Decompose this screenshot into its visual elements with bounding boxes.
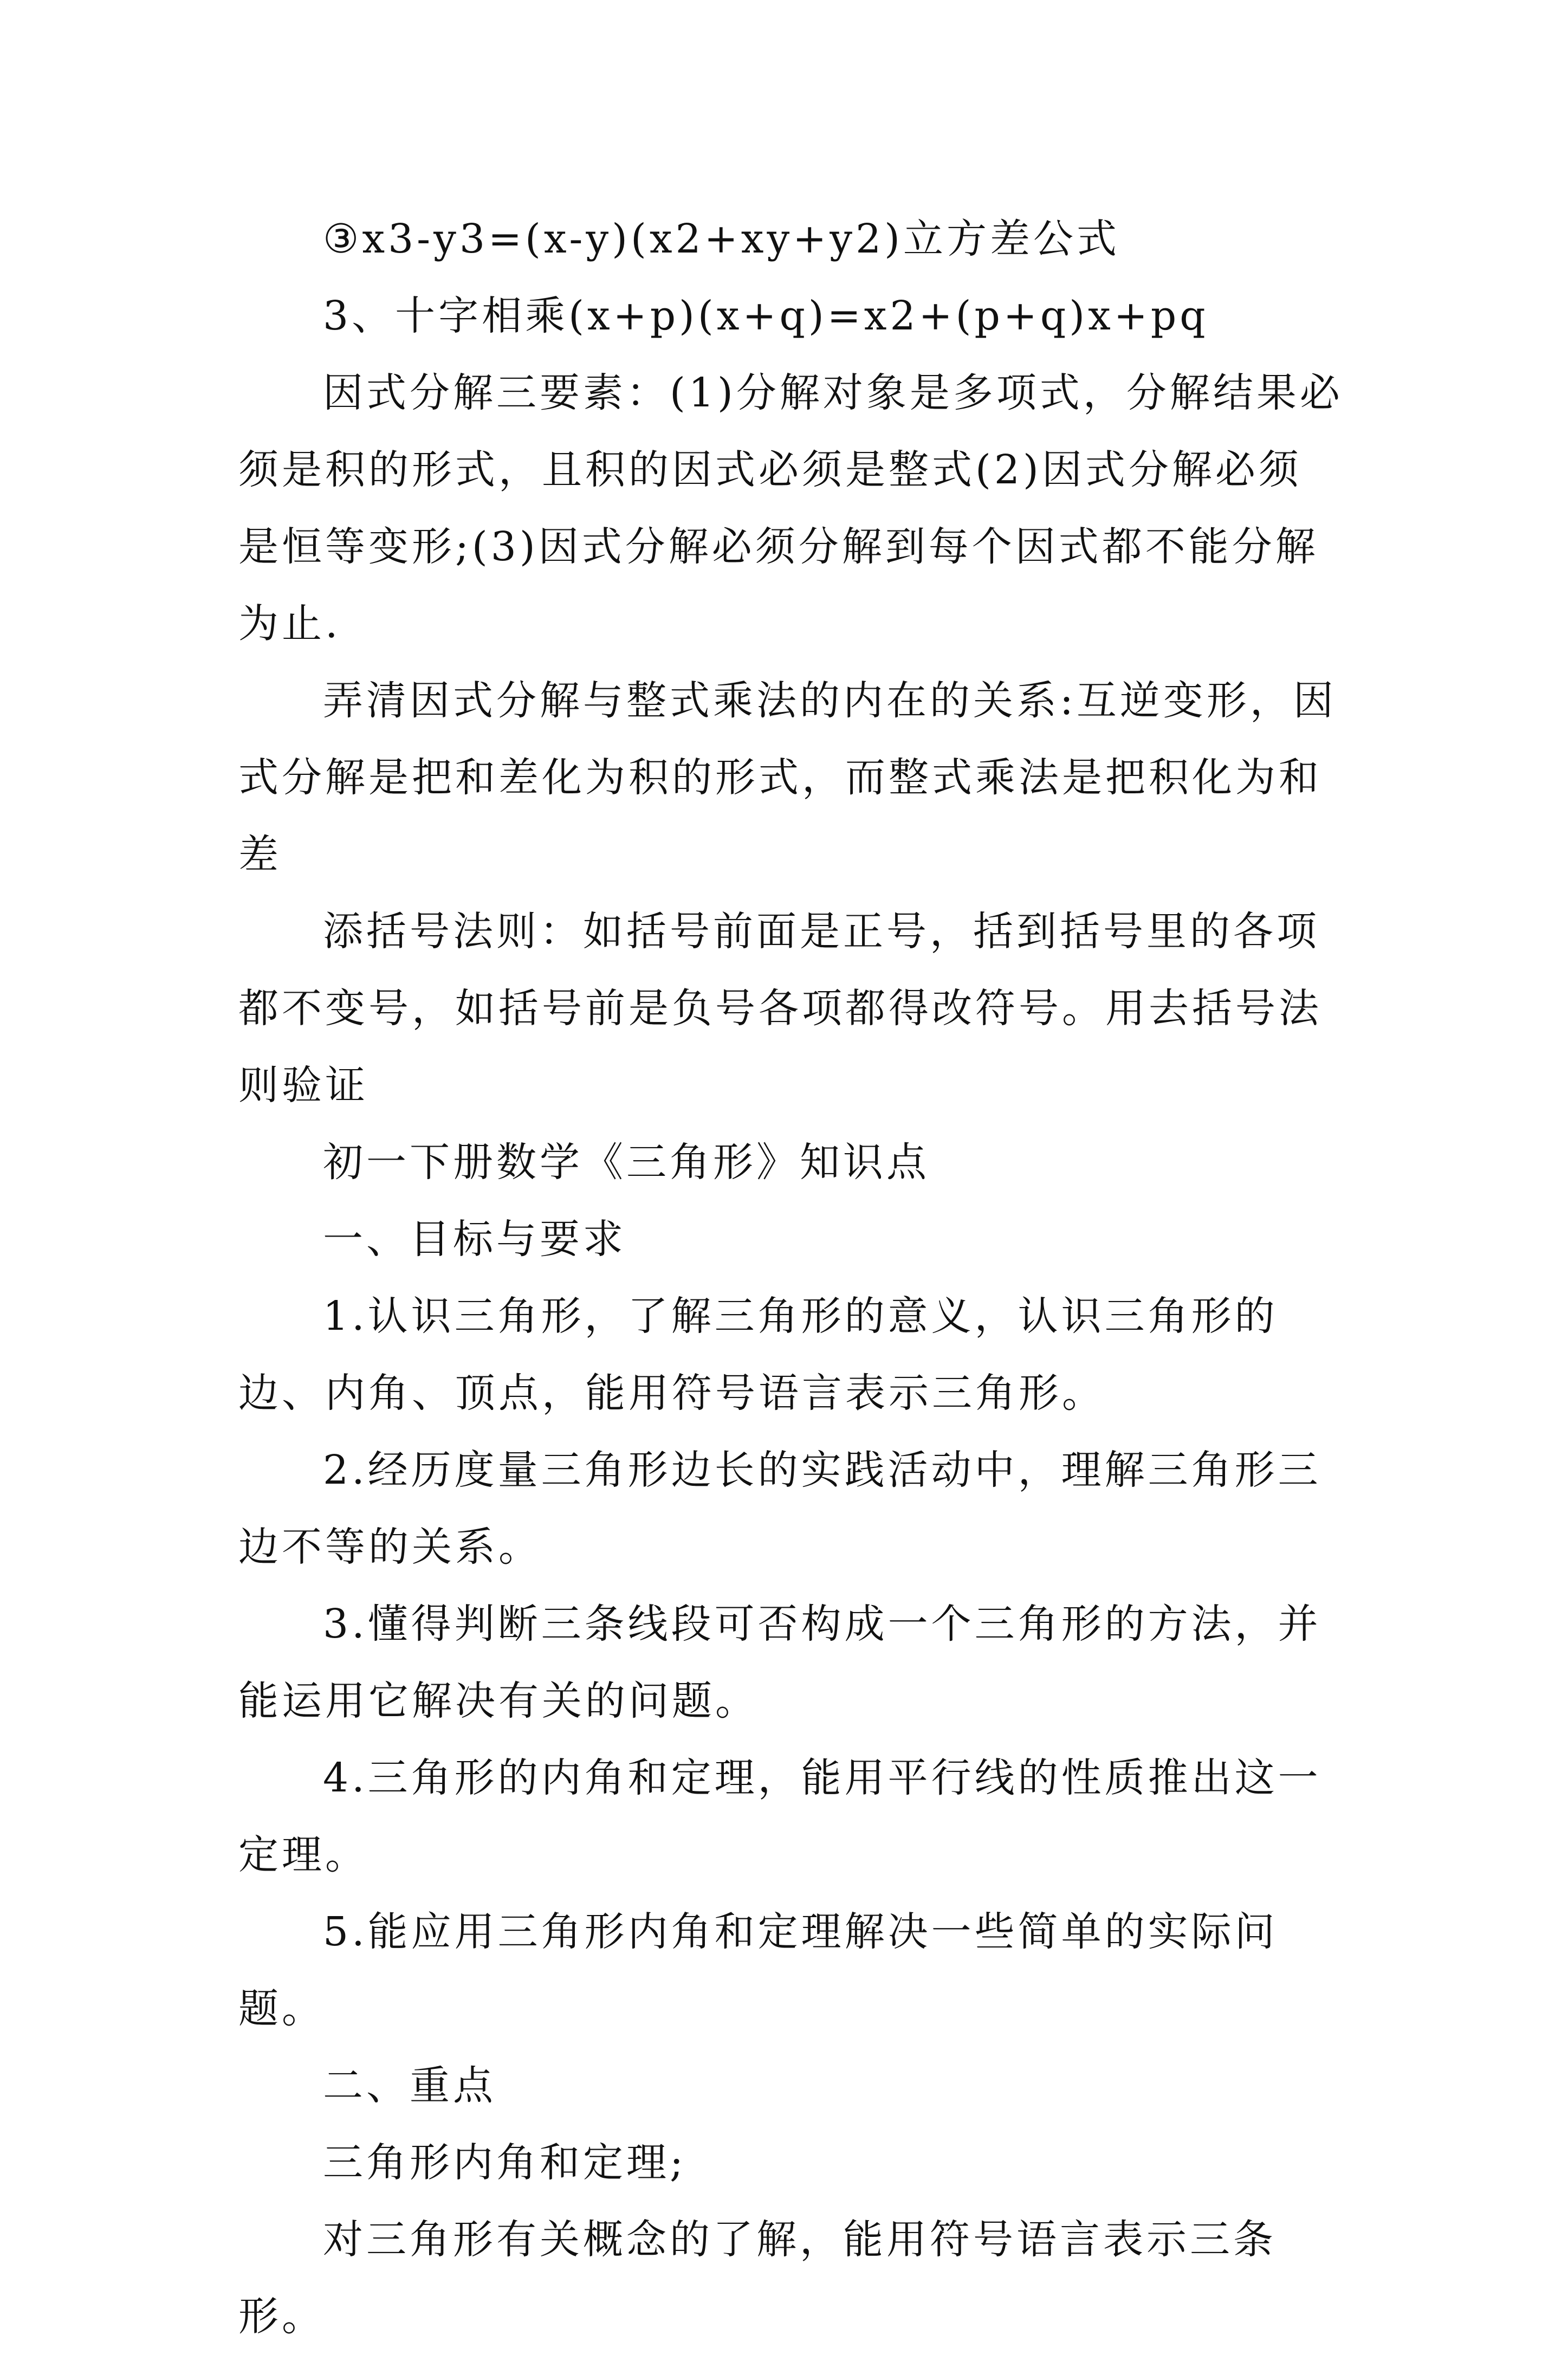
section-title-triangle: 初一下册数学《三角形》知识点: [323, 1139, 930, 1186]
key-point-2: 对三角形有关概念的了解，能用符号语言表示三条形。: [238, 2216, 1277, 2340]
key-point-1: 三角形内角和定理;: [323, 2139, 686, 2186]
section-heading-goals: 一、目标与要求: [323, 1216, 626, 1263]
formula-cross-multiplication: 3、十字相乘(x+p)(x+q)=x2+(p+q)x+pq: [323, 293, 1209, 339]
formula-cube-difference: ③x3-y3=(x-y)(x2+xy+y2)立方差公式: [323, 216, 1120, 262]
goal-item-1: 1.认识三角形，了解三角形的意义，认识三角形的边、内角、顶点，能用符号语言表示三角形。: [238, 1293, 1278, 1416]
goal-item-2: 2.经历度量三角形边长的实践活动中，理解三角形三边不等的关系。: [238, 1447, 1321, 1570]
section-heading-key-points: 二、重点: [323, 2062, 496, 2109]
document-body: [238, 200, 1344, 2355]
goal-item-5: 5.能应用三角形内角和定理解决一些简单的实际问题。: [238, 1908, 1278, 2032]
factorization-three-elements: 因式分解三要素：(1)分解对象是多项式，分解结果必须是积的形式，且积的因式必须是整式(2)因式分解必须是恒等变形;(3)因式分解必须分解到每个因式都不能分解为止.: [238, 370, 1343, 647]
factorization-relationship: 弄清因式分解与整式乘法的内在的关系:互逆变形，因式分解是把和差化为积的形式，而整式乘法是把积化为和差: [238, 677, 1337, 878]
bracket-rule: 添括号法则：如括号前面是正号，括到括号里的各项都不变号，如括号前是负号各项都得改符号。用去括号法则验证: [238, 908, 1322, 1109]
goal-item-4: 4.三角形的内角和定理，能用平行线的性质推出这一定理。: [238, 1755, 1321, 1878]
goal-item-3: 3.懂得判断三条线段可否构成一个三角形的方法，并能运用它解决有关的问题。: [238, 1601, 1321, 1724]
